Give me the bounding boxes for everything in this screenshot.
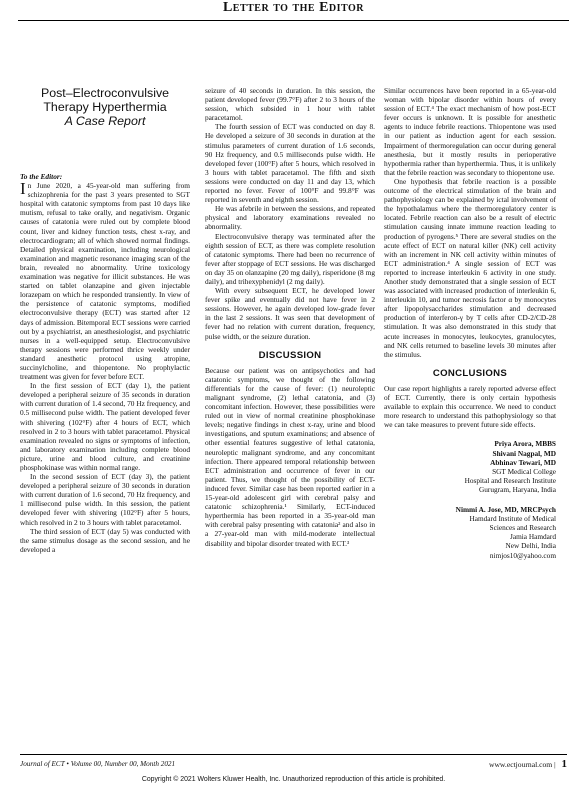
affiliation-line: New Delhi, India xyxy=(505,541,556,551)
page-header xyxy=(0,0,587,24)
affiliation-line: Gurugram, Haryana, India xyxy=(479,485,556,495)
page-number: 1 xyxy=(561,758,567,770)
section-title: Letter to the Editor xyxy=(222,0,365,15)
paragraph: The fourth session of ECT was conducted on day 8. He developed a seizure of 30 seconds in duration at the stimulus parameters of current duration of 1.6 seconds, 90 Hz frequency, and 0.5 milliseconds pulse width. He developed fever (100°F) after 5 hours, which resolved in 3 hours with tablet paracetamol. The fifth and sixth sessions were conducted on day 11 and day 13, which reported no fever. Fever of 100°F and 99.8°F was reported in seventh and eighth session. xyxy=(205,122,375,205)
paragraph: The third session of ECT (day 5) was conducted with the same stimulus dosage as the second session, and he developed a xyxy=(20,526,190,554)
column-1 xyxy=(20,172,190,554)
article-title: Post–Electroconvulsive Therapy Hyperthermia xyxy=(40,86,170,114)
paragraph: Because our patient was on antipsychotics and had catatonic symptoms, we thought of the following differentials for the cause of fever: (1) neuroleptic malignant syndrome, (2) lethal catatonia, and (3) concomitant infection. However, these possibilities were ruled out in view of normal creatinine phosphokinase levels; negative findings in chest x-ray, urine and blood investigations, and sputum examinations; and absence of other essential features suggestive of lethal catatonia, neuroleptic malignant syndrome, and any concomitant infection. There appeared temporal relationship between ECT administration and occurrence of fever in our patient. Thus, we thought of the possibility of ECT-induced fever. Similar case has been reported earlier in a 15-year-old adolescent girl with cerebral palsy and catatonic schizophrenia.¹ Similarly, ECT-induced hyperthermia has been reported in a 35-year-old man with cerebral palsy presenting with catatonia² and also in a 27-year-old man with mild-moderate intellectual disability and bipolar disorder treated with ECT.³ xyxy=(205,365,375,548)
author-name: Nimmi A. Jose, MD, MRCPsych xyxy=(455,504,556,514)
author-name: Priya Arora, MBBS xyxy=(494,439,556,449)
page-footer xyxy=(20,754,567,771)
salutation: To the Editor: xyxy=(20,172,63,181)
paragraph: In the second session of ECT (day 3), the patient developed a peripheral seizure of 30 seconds in duration with current duration of 1.6 second, 70 Hz frequency, and 1 millisecond pulse width. In this session, the patient developed fever with shivering (102°F) after 5 hours, which resolved in 2 to 3 hours with tablet paracetamol. xyxy=(20,472,190,527)
header-rule xyxy=(18,20,569,21)
author-name: Abhinav Tewari, MD xyxy=(490,457,556,467)
column-2 xyxy=(205,86,375,548)
affiliation-line: Sciences and Research xyxy=(489,523,556,532)
paragraph: In the first session of ECT (day 1), the patient developed a peripheral seizure of 35 seconds in duration with current duration of 1.4 second, 70 Hz frequency, and 0.5 millisecond pulse width. The patient developed fever with shivering (102°F) after 4 hours of ECT, which resolved in 2 to 3 hours with tablet paracetamol. Physical examination revealed no signs or symptoms of infection, and laboratory examination including complete blood picture, urine and blood culture, and creatinine phosphokinase was within normal range. xyxy=(20,381,190,472)
article-subtitle: A Case Report xyxy=(64,114,146,128)
author-signature xyxy=(384,439,556,494)
affiliation-line: Hospital and Research Institute xyxy=(464,476,556,486)
drop-cap: I xyxy=(20,179,26,199)
footer-right: www.ectjournal.com | 1 xyxy=(488,758,567,770)
paragraph: In June 2020, a 45-year-old man suffering from schizophrenia for the past 3 years presented to SGT hospital with catatonic symptoms from past 10 days like mutism, refusal to take orally, and negativism. Organic causes of catatonia were ruled out by complete blood count, liver and kidney function tests, chest x-ray, and electrocardiogram; all of which showed normal findings. Detailed physical examination, including neurological examination and magnetic resonance imaging scan of the brain, revealed no abnormality. Urine toxicology examination was negative for illicit substances. He was started on tablet olanzapine and given injectable lorazepam on which he responded transiently. In view of the persistence of catatonic symptoms, modified electroconvulsive therapy (ECT) was started after 12 days of admission. Bitemporal ECT sessions were carried out by a psychiatrist, an anesthesiologist, and psychiatric nurses in a well-equipped setup. Electroconvulsive therapy sessions were performed thrice weekly under standard anesthetic protocol using atropine, succinylcholine, and thiopentone. No prophylactic treatment was given for fever before ECT. xyxy=(20,179,190,382)
author-name: Shivani Nagpal, MD xyxy=(492,448,556,458)
affiliation-line: Hamdard Institute of Medical xyxy=(469,513,556,523)
discussion-heading: DISCUSSION xyxy=(258,349,322,361)
paragraph: seizure of 40 seconds in duration. In this session, the patient developed fever (99.7°F) after 2 to 3 hours of the session, which subsided in 1 hour with tablet paracetamol. xyxy=(205,86,375,123)
article-title-block xyxy=(20,86,190,128)
affiliation-line: Jamia Hamdard xyxy=(510,532,556,542)
paragraph: With every subsequent ECT, he developed lower fever spike and eventually did not have fever in 2 sessions. However, he again developed low-grade fever in the last 2 sessions. It was seen that development of fever had no relation with current duration, frequency, pulse width, or the seizure duration. xyxy=(205,286,375,341)
paragraph: Our case report highlights a rarely reported adverse effect of ECT. Currently, there is only certain hypothesis available to explain this occurrence. We need to conduct more research to understand this pathophysiology so that we can take measures to prevent future side effects. xyxy=(384,383,556,430)
journal-website: www.ectjournal.com xyxy=(488,760,553,769)
paragraph: Electroconvulsive therapy was terminated after the eighth session of ECT, as there was complete resolution of catatonic symptoms. There had been no recurrence of fever after stoppage of ECT sessions. He was discharged on day 35 on olanzapine (20 mg daily), risperidone (8 mg daily), and trihexyphenidyl (2 mg daily). xyxy=(205,231,375,286)
paragraph: He was afebrile in between the sessions, and repeated physical and laboratory examinations revealed no abnormality. xyxy=(205,204,375,232)
copyright-notice: Copyright © 2021 Wolters Kluwer Health, Inc. Unauthorized reproduction of this article is prohibited. xyxy=(141,776,446,783)
affiliation-line: SGT Medical College xyxy=(492,466,556,476)
paragraph: Similar occurrences have been reported in a 65-year-old woman with bipolar disorder within hours of every session of ECT.⁴ The exact mechanism of how post-ECT fever occurs is unknown. It is possible for anesthetic agents to induce febrile reactions. Thiopentone was used in our patient as induction agent for each session. Impairment of thermoregulation can occur during general anesthesia, but it mostly results in perioperative hypothermia rather than hyperthermia. Thus, it is unlikely that the febrile reaction was secondary to thiopentone use. xyxy=(384,86,556,177)
column-3 xyxy=(384,86,556,560)
conclusions-heading: CONCLUSIONS xyxy=(432,367,508,379)
paragraph: One hypothesis that febrile reaction is a possible outcome of the electrical stimulation of the brain and pathophysiology can be explained by ictal involvement of the hypothalamus where the thermoregulatory center is located. Febrile reaction can also be a result of electric stimulation causing innate immune reaction leading to production of pyrogens.⁵ There are several studies on the acute effect of ECT on natural killer (NK) cell activity with an increment in NK cell activity within minutes of ECT administration.⁴ A single session of ECT was reported to increase interleukin 6 activity in one study. Another study demonstrated that a single session of ECT was associated with increased production of interleukin 6, interleukin 10, and tumor necrosis factor α by monocytes after lipopolysaccharides stimulation and decreased production of interferon-γ by T cells after CD-2/CD-28 stimulation. It was also demonstrated in this study that acute increases in monocytes, leukocytes, granulocytes, and NK cells returned to baseline levels 30 minutes after the stimulus. xyxy=(384,176,556,359)
journal-info: Journal of ECT • Volume 00, Number 00, Month 2021 xyxy=(20,760,176,768)
author-signature xyxy=(384,505,556,560)
author-email: nimjos10@yahoo.com xyxy=(489,550,556,560)
